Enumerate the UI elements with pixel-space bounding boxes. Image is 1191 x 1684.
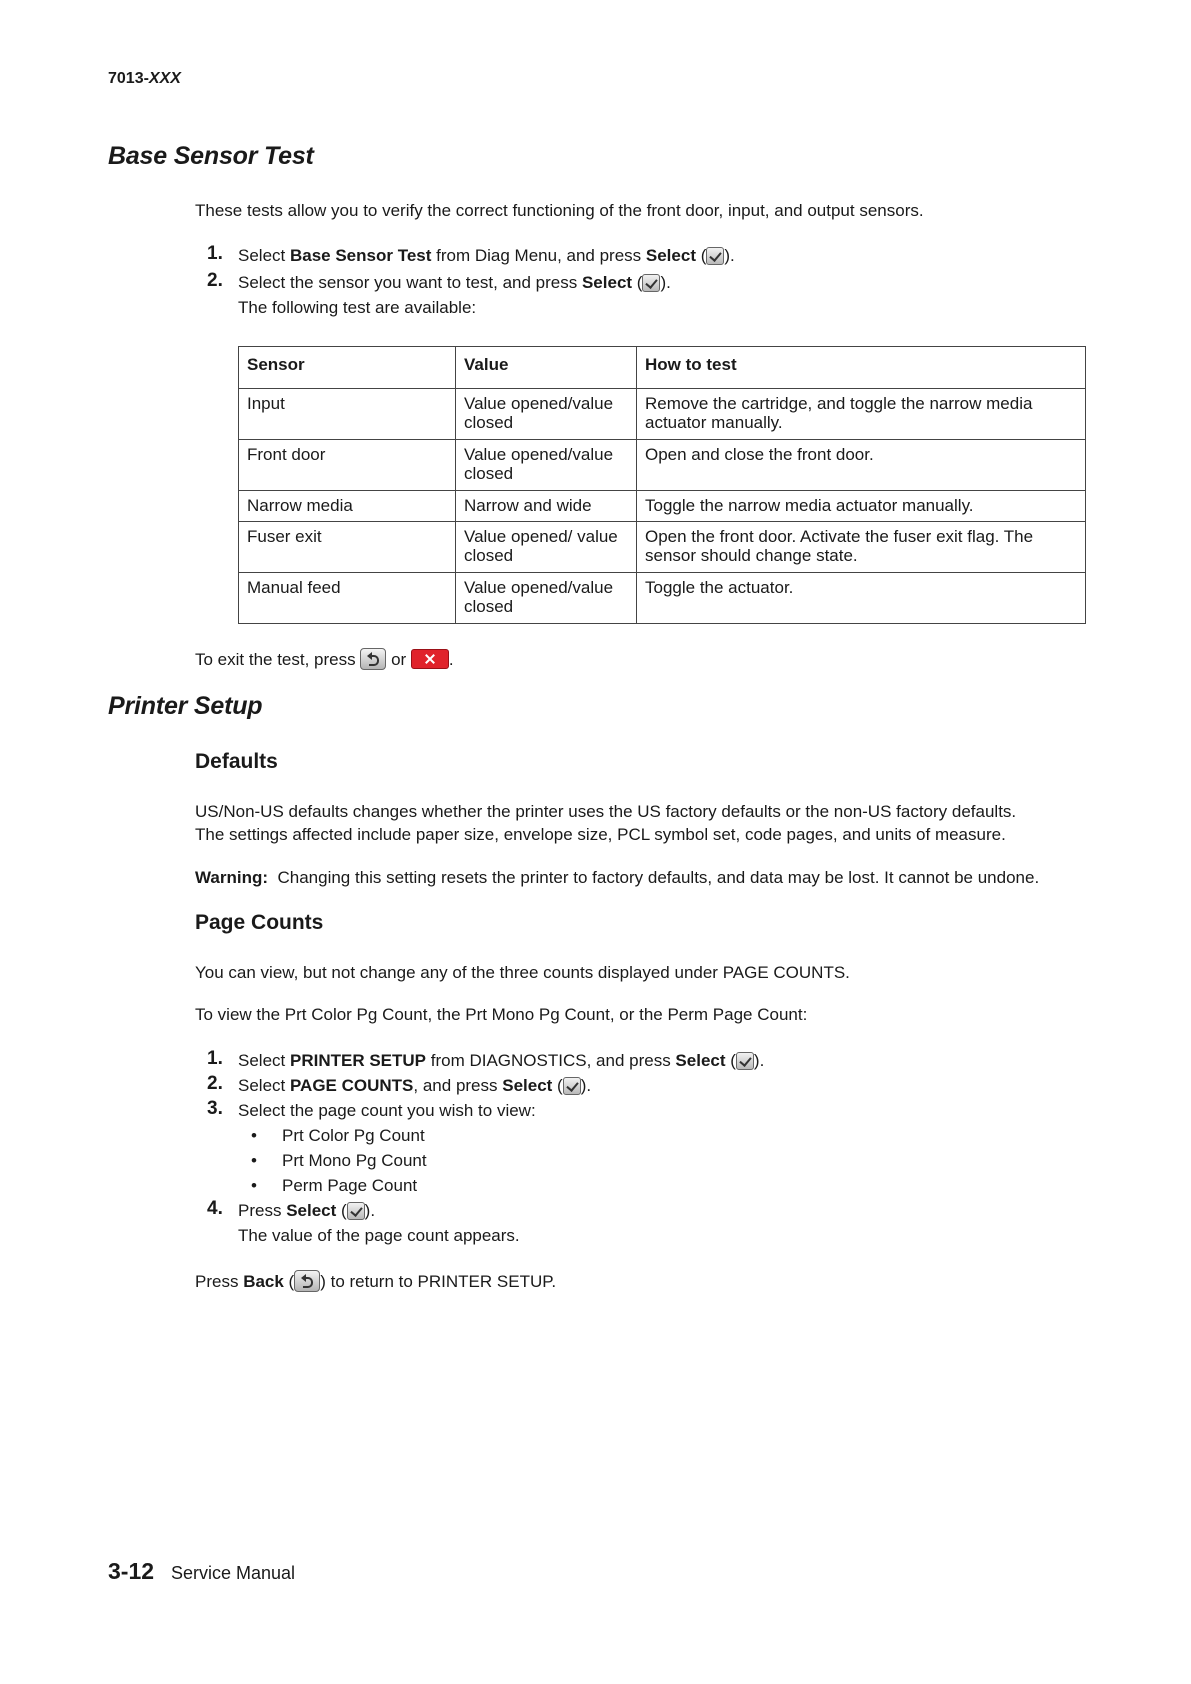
- select-check-icon: [642, 274, 660, 292]
- cell-sensor: Front door: [239, 440, 456, 491]
- cell-how-to-test: Open and close the front door.: [637, 440, 1086, 491]
- column-header-value: Value: [456, 347, 637, 389]
- model-number: 7013-XXX: [108, 70, 181, 87]
- page-number: 3-12: [108, 1558, 155, 1584]
- cell-sensor: Narrow media: [239, 491, 456, 522]
- back-icon: [360, 648, 386, 670]
- cell-sensor: Manual feed: [239, 573, 456, 624]
- column-header-how-to-test: How to test: [637, 347, 1086, 389]
- page-counts-paragraph: You can view, but not change any of the three counts displayed under PAGE COUNTS.: [195, 963, 850, 982]
- column-header-sensor: Sensor: [239, 347, 456, 389]
- subsection-title-page-counts: Page Counts: [195, 911, 324, 934]
- defaults-paragraph: US/Non-US defaults changes whether the printer uses the US factory defaults or the non-US factory defaults. The settings affected include paper size, envelope size, PCL symbol set, code pages, and units of measure.: [195, 802, 1017, 844]
- cell-value: Narrow and wide: [456, 491, 637, 522]
- cell-how-to-test: Open the front door. Activate the fuser exit flag. The sensor should change state.: [637, 522, 1086, 573]
- table-row: [239, 440, 1086, 491]
- select-check-icon: [563, 1077, 581, 1095]
- section-title-base-sensor-test: Base Sensor Test: [108, 142, 314, 170]
- stop-icon: [411, 649, 449, 669]
- subsection-title-defaults: Defaults: [195, 750, 278, 773]
- table-row: [239, 491, 1086, 522]
- back-icon: [294, 1270, 320, 1292]
- manual-title: Service Manual: [171, 1563, 296, 1583]
- intro-paragraph: These tests allow you to verify the correct functioning of the front door, input, and output sensors.: [195, 201, 924, 220]
- page-counts-instruction: To view the Prt Color Pg Count, the Prt Mono Pg Count, or the Perm Page Count:: [195, 1005, 808, 1024]
- section-title-printer-setup: Printer Setup: [108, 692, 263, 720]
- cell-value: Value opened/ value closed: [456, 522, 637, 573]
- cell-sensor: Fuser exit: [239, 522, 456, 573]
- select-check-icon: [736, 1052, 754, 1070]
- cell-how-to-test: Toggle the actuator.: [637, 573, 1086, 624]
- exit-instruction: To exit the test, press or .: [195, 650, 454, 669]
- sensor-table: [238, 346, 1086, 624]
- cell-how-to-test: Toggle the narrow media actuator manually.: [637, 491, 1086, 522]
- table-row: [239, 573, 1086, 624]
- select-check-icon: [706, 247, 724, 265]
- cell-value: Value opened/value closed: [456, 440, 637, 491]
- cell-sensor: Input: [239, 389, 456, 440]
- back-instruction: Press Back ( ) to return to PRINTER SETUP.: [195, 1272, 557, 1291]
- warning-paragraph: Warning: Changing this setting resets the printer to factory defaults, and data may be lost. It cannot be undone.: [195, 868, 1040, 887]
- warning-label: Warning:: [195, 868, 269, 887]
- table-header-row: [239, 347, 1086, 389]
- cell-value: Value opened/value closed: [456, 573, 637, 624]
- table-row: [239, 522, 1086, 573]
- cell-how-to-test: Remove the cartridge, and toggle the narrow media actuator manually.: [637, 389, 1086, 440]
- table-row: [239, 389, 1086, 440]
- select-check-icon: [347, 1202, 365, 1220]
- cell-value: Value opened/value closed: [456, 389, 637, 440]
